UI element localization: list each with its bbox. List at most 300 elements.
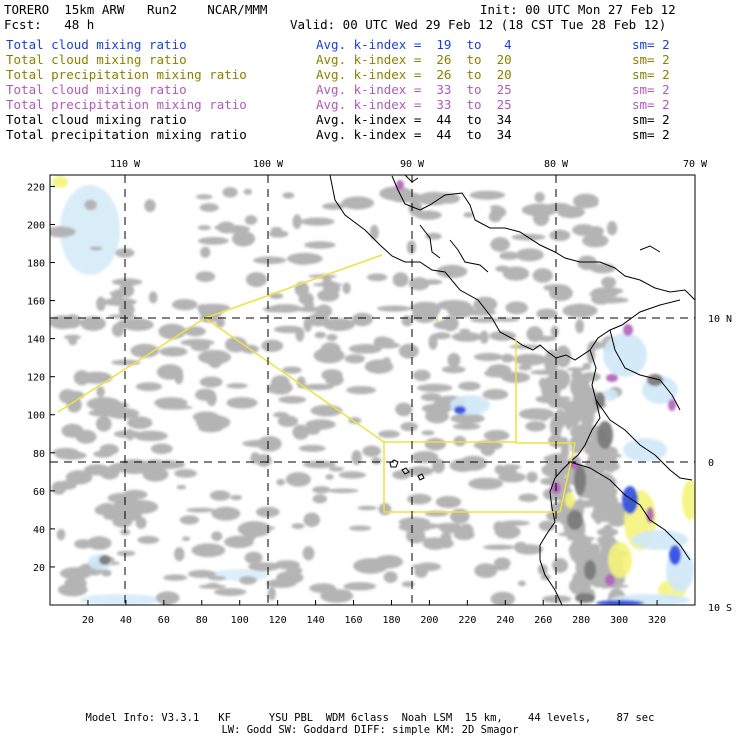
cloud-blob <box>503 464 520 469</box>
cloud-blob <box>84 200 96 211</box>
cloud-core-blob <box>575 593 595 603</box>
cloud-purple-blob <box>623 324 633 336</box>
cloud-blob <box>402 315 413 326</box>
cloud-blob <box>346 386 376 394</box>
cloud-blob <box>413 370 430 381</box>
cloud-blob <box>117 551 136 557</box>
cloud-blob <box>480 441 495 456</box>
cloud-blob <box>238 521 271 537</box>
x-tick-label: 160 <box>344 615 363 625</box>
cloud-blob <box>127 416 152 429</box>
cloud-blob <box>501 354 514 363</box>
cloud-blob <box>301 218 335 226</box>
cloud-blob <box>549 230 570 241</box>
cloud-blob <box>151 444 173 455</box>
lon-label: 70 W <box>682 159 708 170</box>
cloud-blob <box>214 225 237 231</box>
cloud-blob <box>468 478 503 490</box>
cloud-blob <box>608 514 627 526</box>
cloud-blob <box>200 247 210 258</box>
cloud-blob <box>174 370 183 384</box>
cloud-blob <box>210 490 230 500</box>
cloud-blob <box>483 389 509 400</box>
cloud-blob <box>181 339 215 346</box>
legend-kindex-3: Avg. k-index = 33 to 25 <box>316 82 512 97</box>
cloud-blob <box>490 237 510 252</box>
y-tick-label: 160 <box>26 296 45 308</box>
cloud-blob <box>192 543 226 557</box>
legend-sm-3: sm= 2 <box>632 82 670 97</box>
y-tick-label: 60 <box>32 486 45 498</box>
cloud-blob <box>326 334 337 341</box>
init-time: Init: 00 UTC Mon 27 Feb 12 <box>480 2 676 17</box>
legend-field-3: Total cloud mixing ratio <box>6 82 187 97</box>
cloud-blob <box>211 531 222 541</box>
cloud-blob <box>303 546 315 560</box>
map-panel <box>0 150 740 625</box>
cloud-blob <box>304 299 314 312</box>
light-cloud-blob <box>80 594 160 606</box>
cloud-blob <box>244 189 252 195</box>
cloud-blob <box>198 350 231 364</box>
cloud-blob <box>271 375 289 388</box>
cloud-blob <box>421 393 442 401</box>
cloud-yellow-blob <box>608 542 632 578</box>
cloud-blob <box>436 496 461 508</box>
cloud-blob <box>119 283 134 297</box>
cloud-blob <box>90 247 103 251</box>
cloud-blob <box>214 588 246 596</box>
cloud-blue-blob <box>622 486 638 514</box>
cloud-blob <box>102 298 137 306</box>
cloud-blob <box>593 297 628 304</box>
cloud-blob <box>349 344 382 354</box>
cloud-blob <box>80 372 112 384</box>
cloud-blob <box>212 507 241 521</box>
cloud-blob <box>137 536 159 544</box>
cloud-blob <box>182 537 190 542</box>
cloud-blob <box>379 503 392 515</box>
cloud-blob <box>470 191 506 200</box>
y-tick-label: 120 <box>26 372 45 384</box>
cloud-blob <box>573 573 581 581</box>
x-tick-label: 320 <box>648 615 667 625</box>
cloud-blob <box>407 494 432 505</box>
cloud-blob <box>163 574 187 580</box>
x-tick-label: 220 <box>458 615 477 625</box>
y-tick-label: 220 <box>26 182 45 194</box>
cloud-blob <box>126 429 134 440</box>
cloud-blob <box>474 563 497 578</box>
cloud-blob <box>208 576 226 580</box>
legend-kindex-2: Avg. k-index = 26 to 20 <box>316 67 512 82</box>
legend-sm-6: sm= 2 <box>632 127 670 142</box>
model-info-line: Model Info: V3.3.1 KF YSU PBL WDM 6class Noah LSM 15 km, 44 levels, 87 sec <box>85 712 655 724</box>
header-row-1 <box>0 2 740 17</box>
cloud-blob <box>121 496 139 507</box>
cloud-blob <box>174 469 197 478</box>
cloud-blob <box>518 365 531 371</box>
cloud-blob <box>156 591 180 604</box>
cloud-blob <box>575 319 584 333</box>
cloud-blob <box>411 451 438 463</box>
cloud-blob <box>304 513 321 527</box>
cloud-blob <box>174 547 184 561</box>
y-tick-label: 20 <box>32 562 45 574</box>
cloud-blob <box>323 318 355 331</box>
cloud-blob <box>417 384 453 392</box>
cloud-blob <box>242 440 276 447</box>
cloud-blob <box>245 215 257 225</box>
cloud-blob <box>149 291 158 303</box>
cloud-blue-light <box>632 530 688 550</box>
cloud-blob <box>483 545 515 550</box>
cloud-blob <box>295 327 304 341</box>
cloud-blob <box>599 481 610 499</box>
cloud-blob <box>505 301 528 314</box>
cloud-blob <box>371 457 381 464</box>
cloud-blob <box>198 237 229 245</box>
cloud-blob <box>226 397 257 408</box>
cloud-blob <box>339 471 366 478</box>
cloud-blob <box>57 529 66 540</box>
x-tick-label: 180 <box>382 615 401 625</box>
cloud-blob <box>299 445 326 452</box>
cloud-blob <box>325 474 333 480</box>
cloud-blob <box>578 255 598 270</box>
cloud-blob <box>392 470 411 479</box>
cloud-blob <box>374 336 390 346</box>
cloud-blob <box>274 560 300 569</box>
cloud-blob <box>253 257 286 265</box>
cloud-blob <box>458 382 480 391</box>
cloud-blob <box>68 336 77 346</box>
cloud-blob <box>230 495 242 500</box>
cloud-blob <box>84 464 110 475</box>
cloud-core-blob <box>574 464 586 496</box>
cloud-blob <box>490 205 502 209</box>
cloud-blob <box>159 347 187 357</box>
cloud-blob <box>563 401 574 412</box>
legend-kindex-1: Avg. k-index = 26 to 20 <box>316 52 512 67</box>
x-tick-label: 140 <box>306 615 325 625</box>
cloud-core-blob <box>567 510 583 530</box>
cloud-blob <box>442 366 466 373</box>
cloud-blob <box>323 281 340 295</box>
cloud-blob <box>541 574 551 580</box>
cloud-blob <box>269 304 301 313</box>
cloud-blob <box>321 369 342 381</box>
cloud-blob <box>399 517 430 527</box>
x-tick-label: 300 <box>610 615 629 625</box>
legend-field-5: Total cloud mixing ratio <box>6 112 187 127</box>
header-row-2 <box>0 17 740 32</box>
x-tick-label: 20 <box>81 615 94 625</box>
lon-label: 90 W <box>399 159 425 170</box>
legend-sm-2: sm= 2 <box>632 67 670 82</box>
cloud-blob <box>480 331 489 344</box>
cloud-blob <box>184 326 205 336</box>
cloud-blob <box>573 194 599 209</box>
cloud-blob <box>196 415 230 430</box>
cloud-blob <box>474 353 503 361</box>
cloud-blob <box>223 187 238 197</box>
cloud-blob <box>363 446 381 457</box>
legend-field-1: Total cloud mixing ratio <box>6 52 187 67</box>
cloud-blob <box>395 403 412 417</box>
cloud-blob <box>454 530 475 541</box>
cloud-blob <box>226 383 247 389</box>
forecast-hour: Fcst: 48 h <box>4 17 95 32</box>
cloud-blob <box>374 555 403 568</box>
cloud-blob <box>367 273 387 281</box>
cloud-blob <box>313 494 327 503</box>
cloud-blob <box>378 430 400 438</box>
cloud-blob <box>436 539 454 549</box>
cloud-blob <box>421 430 434 435</box>
cloud-blob <box>425 409 449 424</box>
cloud-blob <box>454 436 467 446</box>
cloud-blob <box>186 508 215 513</box>
cloud-blob <box>450 509 470 524</box>
cloud-blob <box>562 304 597 318</box>
cloud-blob <box>334 589 351 599</box>
cloud-blob <box>425 233 442 240</box>
cloud-core-blob <box>597 421 613 449</box>
cloud-blue-blob <box>454 406 466 414</box>
cloud-blob <box>503 267 529 281</box>
x-tick-label: 40 <box>119 615 132 625</box>
cloud-blob <box>500 520 530 525</box>
cloud-blob <box>410 302 441 315</box>
cloud-blob <box>519 408 555 420</box>
cloud-blob <box>76 430 97 444</box>
cloud-blob <box>286 472 311 487</box>
cloud-blob <box>58 480 77 490</box>
cloud-blob <box>343 582 376 590</box>
legend-kindex-4: Avg. k-index = 33 to 25 <box>316 97 512 112</box>
cloud-blob <box>200 203 219 212</box>
cloud-blob <box>268 587 276 600</box>
cloud-blob <box>377 306 411 312</box>
legend-field-2: Total precipitation mixing ratio <box>6 67 247 82</box>
cloud-blob <box>97 503 118 516</box>
cloud-blob <box>393 272 409 287</box>
x-tick-label: 80 <box>195 615 208 625</box>
y-tick-label: 100 <box>26 410 45 422</box>
cloud-blob <box>554 457 562 472</box>
cloud-blob <box>552 558 568 573</box>
cloud-blob <box>417 192 451 206</box>
cloud-blob <box>321 342 341 356</box>
lon-label: 80 W <box>543 159 569 170</box>
y-tick-label: 200 <box>26 220 45 232</box>
cloud-blob <box>495 465 505 475</box>
cloud-blob <box>598 461 619 472</box>
cloud-blob <box>447 353 460 367</box>
cloud-purple-blob <box>606 374 618 382</box>
cloud-blob <box>278 396 306 404</box>
cloud-blob <box>514 354 546 366</box>
lon-label: 100 W <box>252 159 284 170</box>
lon-label: 110 W <box>109 159 141 170</box>
cloud-blob <box>400 422 418 431</box>
cloud-blob <box>450 459 476 472</box>
cloud-blob <box>526 326 543 342</box>
legend-kindex-0: Avg. k-index = 19 to 4 <box>316 37 512 52</box>
valid-time: Valid: 00 UTC Wed 29 Feb 12 (18 CST Tue 28 Feb 12) <box>290 17 667 32</box>
cloud-blob <box>518 581 526 587</box>
cloud-blob <box>453 423 481 430</box>
cloud-blob <box>60 567 92 579</box>
cloud-blob <box>276 479 285 486</box>
y-tick-label: 80 <box>32 448 45 460</box>
cloud-blob <box>514 542 527 553</box>
cloud-blob <box>384 571 398 583</box>
cloud-blob <box>293 214 302 229</box>
cloud-blob <box>437 300 471 310</box>
cloud-blob <box>527 472 538 483</box>
cloud-blob <box>195 389 216 401</box>
cloud-blob <box>535 192 545 202</box>
cloud-blob <box>463 212 473 217</box>
cloud-blob <box>345 354 365 363</box>
legend-kindex-6: Avg. k-index = 44 to 34 <box>316 127 512 142</box>
cloud-blob <box>96 386 104 397</box>
cloud-blob <box>198 225 211 230</box>
cloud-blob <box>452 332 481 342</box>
cloud-blob <box>382 357 391 365</box>
x-tick-label: 120 <box>268 615 287 625</box>
cloud-blob <box>304 241 336 248</box>
cloud-blob <box>136 382 162 391</box>
cloud-blob <box>329 467 344 472</box>
cloud-blob <box>312 486 330 493</box>
cloud-blob <box>196 271 215 282</box>
cloud-blob <box>489 211 502 222</box>
cloud-blob <box>261 340 283 352</box>
lat-label: 10 N <box>708 314 733 325</box>
cloud-blob <box>487 364 512 377</box>
cloud-blob <box>89 409 121 416</box>
cloud-blob <box>607 221 617 235</box>
physics-info-line: LW: Godd SW: Goddard DIFF: simple KM: 2D Smagor <box>221 724 519 736</box>
cloud-blob <box>112 323 124 337</box>
cloud-blob <box>283 192 295 198</box>
cloud-blob <box>58 583 88 596</box>
cloud-blob <box>134 431 168 441</box>
model-title: TORERO 15km ARW Run2 NCAR/MMM <box>4 2 268 17</box>
cloud-blob <box>357 506 377 511</box>
cloud-blob <box>269 230 289 237</box>
cloud-blob <box>246 272 267 287</box>
y-tick-label: 140 <box>26 334 45 346</box>
cloud-blob <box>491 592 516 606</box>
cloud-blob <box>292 523 305 529</box>
legend-sm-5: sm= 2 <box>632 112 670 127</box>
cloud-blob <box>235 227 243 242</box>
cloud-blob <box>370 225 379 240</box>
cloud-blob <box>429 334 438 349</box>
x-tick-label: 260 <box>534 615 553 625</box>
cloud-blob <box>414 566 428 578</box>
cloud-blob <box>143 467 169 482</box>
cloud-blob <box>87 536 111 550</box>
legend-field-6: Total precipitation mixing ratio <box>6 127 247 142</box>
cloud-blob <box>245 552 263 564</box>
cloud-blob <box>306 425 320 435</box>
cloud-blob <box>322 203 345 210</box>
cloud-blob <box>388 192 422 203</box>
cloud-blob <box>541 376 561 401</box>
cloud-blob <box>589 226 604 236</box>
cloud-blob <box>602 524 614 541</box>
cloud-blob <box>498 472 526 482</box>
cloud-blob <box>172 299 198 310</box>
y-tick-label: 180 <box>26 258 45 270</box>
lat-label: 0 <box>708 458 715 469</box>
cloud-blob <box>484 430 510 441</box>
cloud-blob <box>122 319 153 331</box>
cloud-blob <box>399 344 419 359</box>
x-tick-label: 200 <box>420 615 439 625</box>
cloud-blob <box>315 332 326 339</box>
cloud-blob <box>180 515 199 524</box>
cloud-blob <box>196 194 213 199</box>
cloud-blob <box>159 405 193 410</box>
cloud-blob <box>525 421 546 431</box>
cloud-blob <box>93 451 113 458</box>
cloud-blob <box>316 305 332 318</box>
cloud-blob <box>304 317 313 332</box>
cloud-blob <box>177 485 187 489</box>
cloud-blob <box>352 450 362 465</box>
cloud-blob <box>199 584 226 588</box>
legend-kindex-5: Avg. k-index = 44 to 34 <box>316 112 512 127</box>
cloud-blob <box>516 248 544 261</box>
y-tick-label: 40 <box>32 524 45 536</box>
x-tick-label: 60 <box>157 615 170 625</box>
cloud-blob <box>565 411 572 430</box>
cloud-blob <box>110 402 129 408</box>
cloud-blob <box>144 199 155 212</box>
cloud-blue-light <box>603 333 647 377</box>
cloud-blob <box>287 253 323 265</box>
cloud-purple-blob <box>605 574 615 586</box>
x-tick-label: 240 <box>496 615 515 625</box>
legend-field-4: Total precipitation mixing ratio <box>6 97 247 112</box>
cloud-blob <box>342 197 375 210</box>
cloud-blob <box>343 282 351 294</box>
cloud-blob <box>349 526 371 531</box>
cloud-blue-light <box>623 438 667 462</box>
cloud-blob <box>422 279 442 284</box>
cloud-blob <box>278 416 299 427</box>
cloud-yellow-blob <box>565 492 575 508</box>
legend-sm-4: sm= 2 <box>632 97 670 112</box>
cloud-blob <box>200 377 223 388</box>
x-tick-label: 280 <box>572 615 591 625</box>
cloud-blob <box>56 451 87 459</box>
cloud-blob <box>518 494 538 502</box>
cloud-blob <box>51 319 78 324</box>
cloud-blob <box>423 538 437 544</box>
cloud-blob <box>158 324 186 339</box>
cloud-blob <box>522 204 558 217</box>
cloud-blob <box>327 489 358 494</box>
cloud-blob <box>593 499 603 525</box>
cloud-blob <box>489 331 516 341</box>
